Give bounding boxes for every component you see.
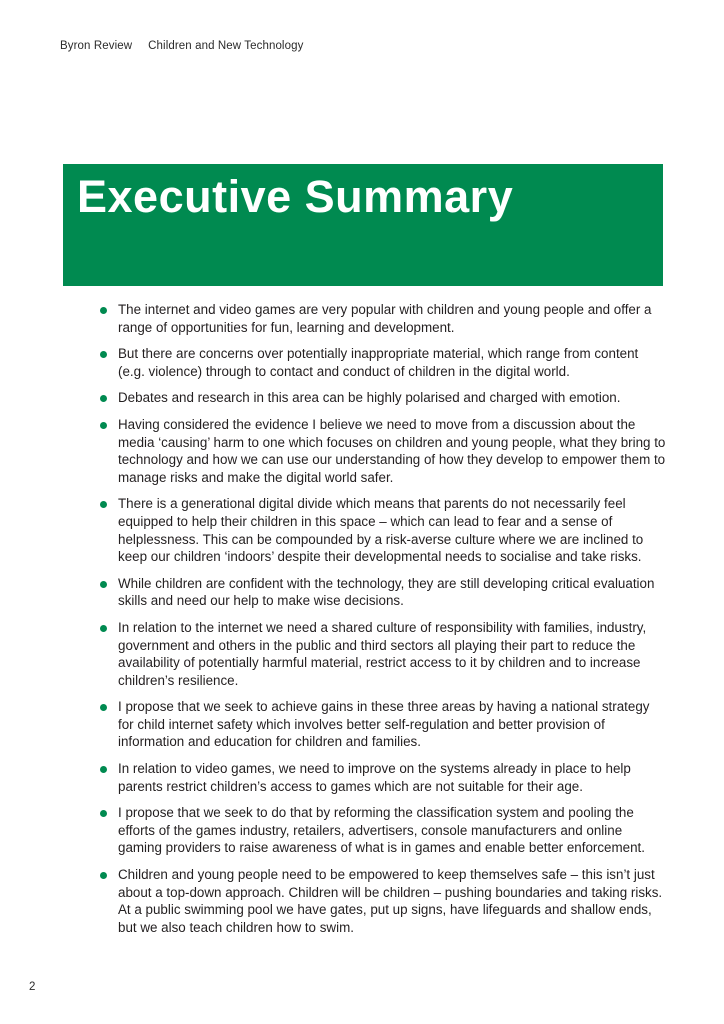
bullet-icon [100, 422, 107, 429]
document-subtitle: Children and New Technology [148, 40, 304, 52]
list-item [100, 619, 666, 689]
bullet-text: The internet and video games are very popular with children and young people and offer a range of opportunities for fun, learning and development. [118, 302, 652, 335]
bullet-text: There is a generational digital divide which means that parents do not necessarily feel equipped to help their children in this space – which can lead to fear and a sense of helplessness. This can be compounded by a risk-averse culture where we are inclined to keep our children ‘indoors’ despite their developmental needs to socialise and take risks. [118, 496, 644, 565]
bullet-icon [100, 351, 107, 358]
section-title: Executive Summary [77, 171, 514, 222]
list-item [100, 804, 666, 857]
bullet-icon [100, 625, 107, 632]
bullet-text: In relation to video games, we need to improve on the systems already in place to help parents restrict children’s access to games which are not suitable for their age. [118, 761, 631, 794]
list-item [100, 416, 666, 486]
bullet-icon [100, 766, 107, 773]
running-header [60, 40, 303, 52]
list-item [100, 389, 666, 407]
page-number: 2 [29, 981, 36, 993]
list-item [100, 760, 666, 795]
bullet-text: Debates and research in this area can be highly polarised and charged with emotion. [118, 390, 621, 406]
bullet-icon [100, 501, 107, 508]
bullet-icon [100, 810, 107, 817]
bullet-icon [100, 704, 107, 711]
bullet-text: While children are confident with the technology, they are still developing critical evaluation skills and need our help to make wise decisions. [118, 575, 655, 609]
bullet-text: I propose that we seek to achieve gains in these three areas by having a national strategy for child internet safety which involves better self-regulation and better provision of information and education for children and families. [118, 699, 650, 750]
list-item [100, 495, 666, 565]
bullet-text: Children and young people need to be empowered to keep themselves safe – this isn’t just about a top-down approach. Children will be children – pushing boundaries and taking risks. At a public swimming pool we have gates, put up signs, have lifeguards and shallow ends, but we also teach children how to swim. [118, 867, 663, 935]
bullet-text: I propose that we seek to do that by reforming the classification system and pooling the efforts of the games industry, retailers, advertisers, console manufacturers and online gaming providers to raise awareness of what is in games and enable better enforcement. [118, 805, 645, 856]
bullet-icon [100, 872, 107, 879]
document-title: Byron Review [60, 40, 133, 52]
list-item [100, 866, 666, 936]
bullet-text: But there are concerns over potentially inappropriate material, which range from content (e.g. violence) through to contact and conduct of children in the digital world. [118, 346, 639, 379]
bullet-icon [100, 307, 107, 314]
bullet-text: In relation to the internet we need a shared culture of responsibility with families, industry, government and others in the public and third sectors all playing their part to reduce the availability of potentially harmful material, restrict access to it by children and to increase children’s resilience. [118, 619, 647, 688]
list-item [100, 575, 666, 610]
list-item [100, 345, 666, 380]
summary-bullet-list [100, 301, 666, 945]
list-item [100, 698, 666, 751]
bullet-icon [100, 395, 107, 402]
bullet-text: Having considered the evidence I believe we need to move from a discussion about the media ‘causing’ harm to one which focuses on children and young people, what they bring to technology and how we can use our understanding of how they develop to empower them to manage risks and make the digital world safer. [118, 416, 666, 485]
bullet-icon [100, 581, 107, 588]
section-banner [63, 164, 663, 286]
list-item [100, 301, 666, 336]
